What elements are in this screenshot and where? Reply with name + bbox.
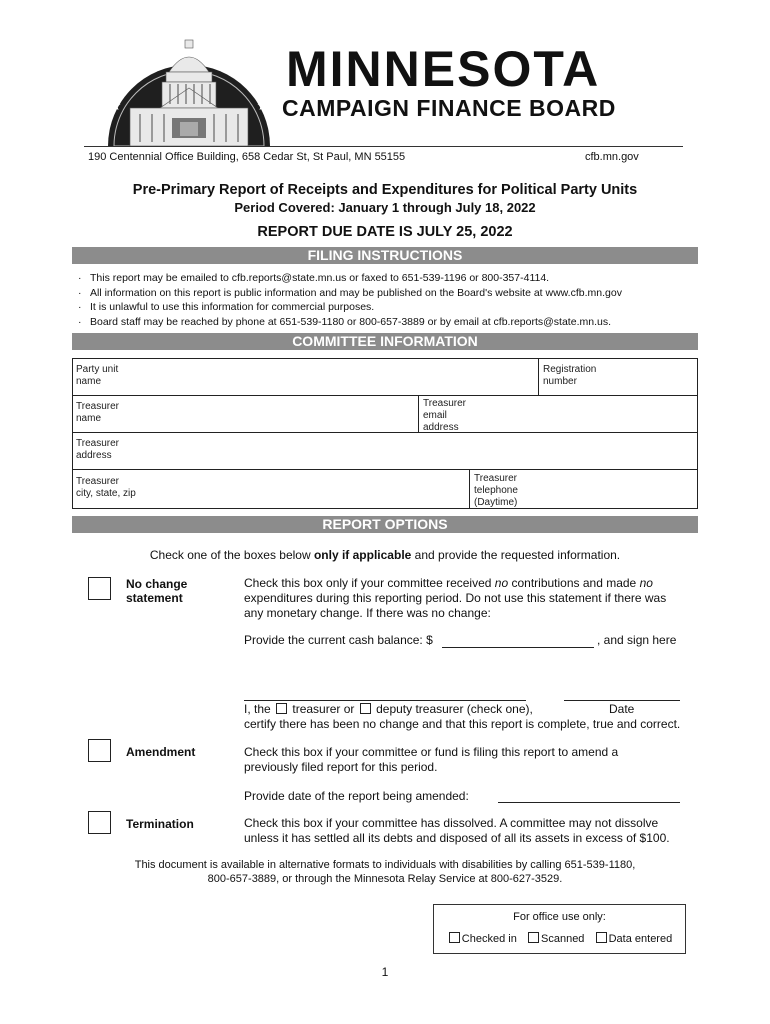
treasurer-phone-label: Treasurer telephone (Daytime) — [474, 473, 518, 508]
instruction-item: · It is unlawful to use this information for commercial purposes. — [78, 301, 375, 314]
report-title: Pre-Primary Report of Receipts and Expenditures for Political Party Units — [132, 182, 638, 198]
header-divider — [84, 146, 683, 147]
org-subtitle: CAMPAIGN FINANCE BOARD — [282, 95, 616, 121]
website-link[interactable]: cfb.mn.gov — [585, 151, 639, 163]
amendment-checkbox[interactable] — [88, 739, 111, 762]
data-entered-checkbox[interactable] — [596, 932, 607, 943]
certification-role-line: I, the treasurer or deputy treasurer (check one), — [244, 702, 533, 716]
committee-information-heading: COMMITTEE INFORMATION — [72, 333, 698, 350]
scanned-checkbox[interactable] — [528, 932, 539, 943]
instruction-item: · This report may be emailed to cfb.reports@state.mn.us or faxed to 651-539-1196 or 800-357-4114. — [78, 272, 550, 284]
treasurer-address-label: Treasurer address — [76, 438, 119, 461]
amendment-description: Check this box if your committee or fund is filing this report to amend a previously filed report for this period. — [244, 745, 619, 774]
checked-in-label: Checked in — [461, 933, 517, 945]
cash-balance-prompt: Provide the current cash balance: $ — [244, 633, 433, 647]
date-label: Date — [609, 702, 635, 716]
no-change-label: No change statement — [126, 577, 188, 605]
office-use-box — [433, 904, 686, 954]
registration-number-label: Registration number — [543, 364, 597, 387]
treasurer-name-field[interactable] — [72, 395, 419, 433]
report-options-heading: REPORT OPTIONS — [72, 516, 698, 533]
party-unit-name-label: Party unit name — [76, 364, 119, 387]
instruction-item: · All information on this report is public information and may be published on the Board's website at www.cfb.mn.gov — [78, 286, 622, 299]
treasurer-name-label: Treasurer name — [76, 401, 119, 424]
treasurer-city-label: Treasurer city, state, zip — [76, 476, 136, 499]
certification-statement: certify there has been no change and that this report is complete, true and correct. — [244, 717, 681, 731]
checked-in-checkbox[interactable] — [449, 932, 460, 943]
office-use-checkboxes — [434, 932, 685, 945]
signature-date-line[interactable] — [564, 700, 680, 701]
office-use-title: For office use only: — [513, 911, 606, 923]
cash-balance-input[interactable] — [442, 647, 594, 648]
instruction-item: · Board staff may be reached by phone at 651-539-1180 or 800-657-3889 or by email at cfb.reports@state.mn.us. — [78, 315, 611, 328]
treasurer-checkbox[interactable] — [276, 703, 287, 714]
scanned-label: Scanned — [541, 933, 585, 945]
report-due-date: REPORT DUE DATE IS JULY 25, 2022 — [257, 224, 513, 240]
amendment-label: Amendment — [126, 745, 196, 759]
filing-instructions-heading: FILING INSTRUCTIONS — [72, 247, 698, 264]
accessibility-notice: This document is available in alternative formats to individuals with disabilities by calling 651-539-1180, 800-657-3889, or through the Minnesota Relay Service at 800-627-3529. — [134, 859, 636, 885]
filing-instructions-list — [78, 271, 622, 329]
no-change-checkbox[interactable] — [88, 577, 111, 600]
deputy-treasurer-checkbox[interactable] — [360, 703, 371, 714]
sign-here-text: , and sign here — [597, 633, 677, 647]
termination-description: Check this box if your committee has dissolved. A committee may not dissolve unless it has settled all its debts and disposed of all its assets in excess of $100. — [244, 816, 670, 845]
data-entered-label: Data entered — [608, 933, 673, 945]
signature-line[interactable] — [244, 700, 526, 701]
amendment-date-input[interactable] — [498, 802, 680, 803]
office-address: 190 Centennial Office Building, 658 Cedar St, St Paul, MN 55155 — [88, 151, 406, 163]
party-unit-name-field[interactable] — [72, 358, 539, 396]
period-covered: Period Covered: January 1 through July 18, 2022 — [234, 200, 536, 215]
no-change-description: Check this box only if your committee received no contributions and made no expenditures during this reporting period. Do not use this statement if there was any monetary change. If there was no change: — [244, 576, 667, 620]
capitol-seal-logo — [106, 22, 272, 146]
report-options-intro: Check one of the boxes below only if applicable and provide the requested information. — [149, 548, 621, 562]
org-name-title: MINNESOTA — [286, 41, 601, 97]
treasurer-address-field[interactable] — [72, 432, 698, 470]
page-number: 1 — [381, 965, 389, 979]
treasurer-email-label: Treasurer email address — [423, 398, 466, 433]
termination-checkbox[interactable] — [88, 811, 111, 834]
amendment-date-prompt: Provide date of the report being amended: — [244, 789, 469, 803]
termination-label: Termination — [126, 817, 194, 831]
